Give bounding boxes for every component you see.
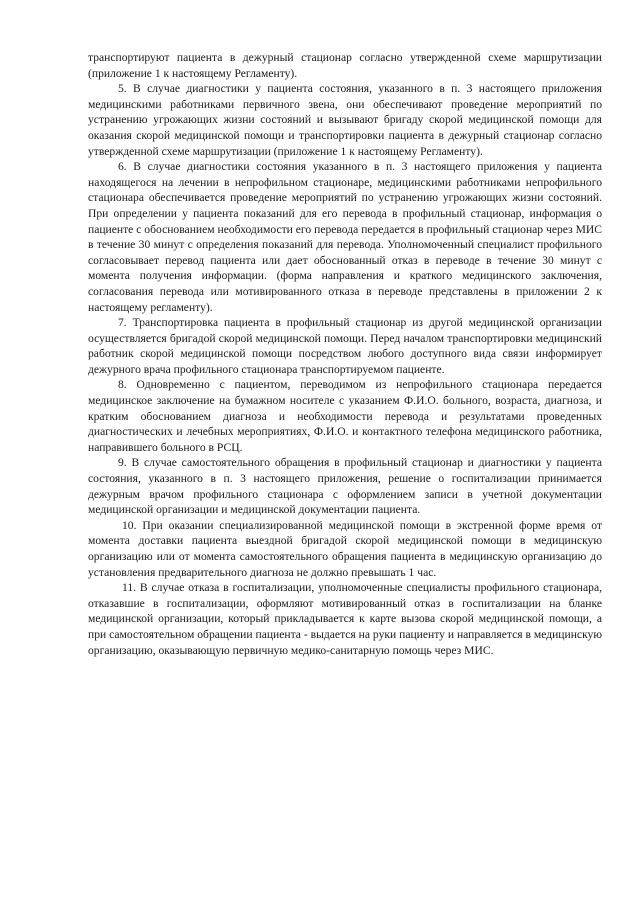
paragraph-item-10: 10. При оказании специализированной медицинской помощи в экстренной форме время от момента доставки пациента выездной бригадой скорой медицинской помощи в медицинскую организацию или от момента самостоятельного обращения пациента в медицинскую организацию до установления предварительного диагноза не должно превышать 1 час. — [88, 518, 602, 579]
paragraph-item-6: 6. В случае диагностики состояния указанного в п. 3 настоящего приложения у пациента находящегося на лечении в непрофильном стационаре, медицинскими работниками непрофильного стационара обеспечивается проведение мероприятий по устранению угрожающих жизни состояний. При определении у пациента показаний для его перевода в профильный стационар, информация о пациенте с обоснованием необходимости его перевода передается в профильный стационар через МИС в течение 30 минут с определения показаний для перевода. Уполномоченный специалист профильного согласовывает перевод пациента или дает обоснованный отказ в переводе в течение 30 минут с момента получения информации. (форма направления и краткого медицинского заключения, согласования перевода или мотивированного отказа в переводе представлены в приложении 2 к настоящему регламенту). — [88, 160, 602, 314]
paragraph-continuation: транспортируют пациента в дежурный стационар согласно утвержденной схеме маршрутизации (приложение 1 к настоящему Регламенту). — [88, 51, 602, 80]
paragraph-item-7: 7. Транспортировка пациента в профильный стационар из другой медицинской организации осуществляется бригадой скорой медицинской помощи. Перед началом транспортировки медицинский работник скорой медицинской помощи посредством любого доступного вида связи информирует дежурного врача профильного стационара транспортируемом пациенте. — [88, 316, 602, 376]
paragraph-item-9: 9. В случае самостоятельного обращения в профильный стационар и диагностики у пациента состояния, указанного в п. 3 настоящего приложения, решение о госпитализации принимается дежурным врачом профильного стационара с оформлением записи в учетной документации медицинской организации и медицинской документации пациента. — [88, 456, 602, 517]
paragraph-item-11: 11. В случае отказа в госпитализации, уполномоченные специалисты профильного стационара, отказавшие в госпитализации, оформляют мотивированный отказ в госпитализации на бланке медицинской организации, который прикладывается к карте вызова скорой медицинской помощи, а при самостоятельном обращении пациента - выдается на руки пациенту и направляется в медицинскую организацию, оказывающую первичную медико-санитарную помощь через МИС. — [88, 581, 602, 657]
paragraph-item-8: 8. Одновременно с пациентом, переводимом из непрофильного стационара передается медицинское заключение на бумажном носителе с указанием Ф.И.О. больного, возраста, диагноза, и кратким обоснованием диагноза и необходимости перевода и результатами проведенных диагностических и лечебных мероприятиях, Ф.И.О. и контактного телефона медицинского работника, направившего больного в РСЦ. — [88, 378, 602, 454]
paragraph-item-5: 5. В случае диагностики у пациента состояния, указанного в п. 3 настоящего приложения медицинскими работниками первичного звена, они обеспечивают проведение мероприятий по устранению угрожающих жизни состояний и вызывают бригаду скорой медицинской помощи для оказания скорой медицинской помощи и транспортировки пациента в дежурный стационар согласно утвержденной схеме маршрутизации (приложение 1 к настоящему Регламенту). — [88, 82, 602, 158]
